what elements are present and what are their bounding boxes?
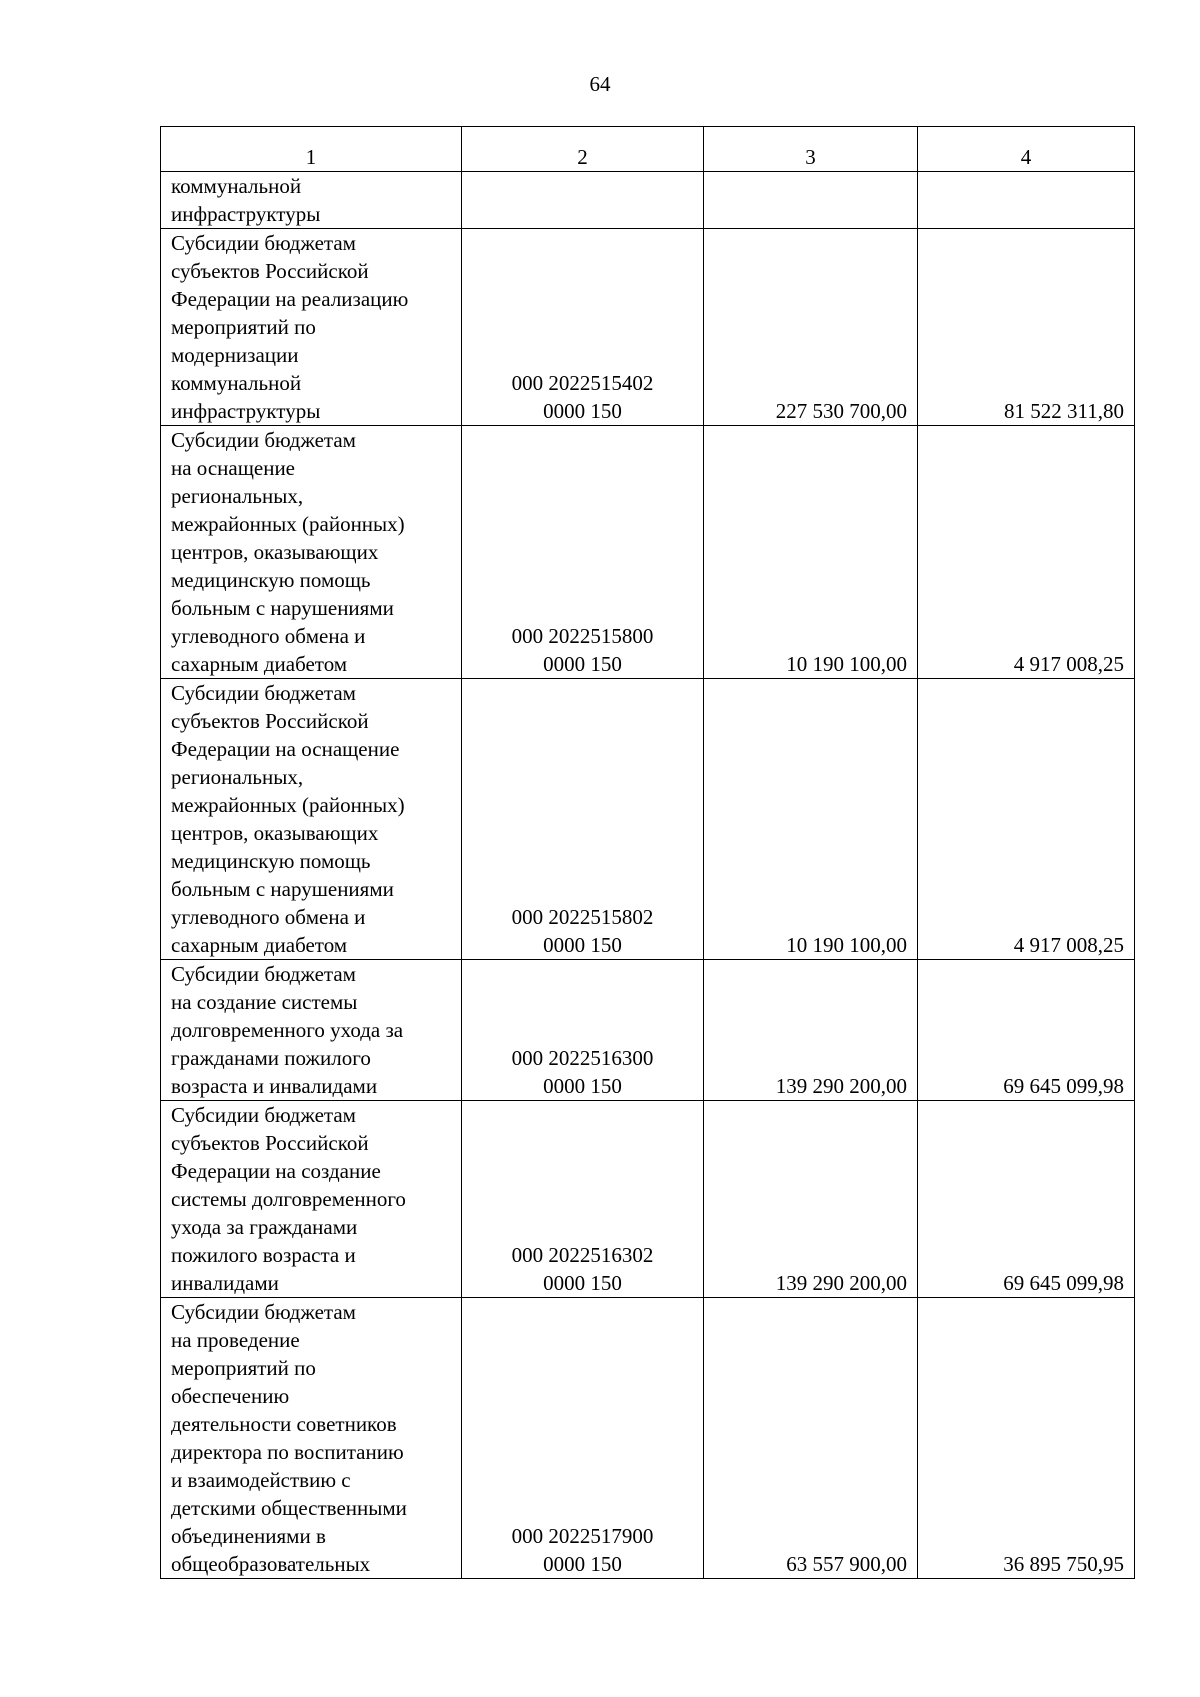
table-header-row xyxy=(161,127,1135,172)
table-row xyxy=(161,172,1135,229)
row-col3-value: 10 190 100,00 xyxy=(704,679,918,960)
header-cell-1: 1 xyxy=(161,127,462,172)
row-code: 000 2022516300 0000 150 xyxy=(462,960,704,1101)
table-row xyxy=(161,1101,1135,1298)
row-col4-value: 4 917 008,25 xyxy=(918,679,1135,960)
row-code: 000 2022517900 0000 150 xyxy=(462,1298,704,1579)
row-col4-value: 69 645 099,98 xyxy=(918,1101,1135,1298)
table-row xyxy=(161,960,1135,1101)
row-code: 000 2022515800 0000 150 xyxy=(462,426,704,679)
row-col3-value: 63 557 900,00 xyxy=(704,1298,918,1579)
row-col3-value xyxy=(704,172,918,229)
header-cell-4: 4 xyxy=(918,127,1135,172)
table-row xyxy=(161,426,1135,679)
row-col3-value: 10 190 100,00 xyxy=(704,426,918,679)
row-description: Субсидии бюджетам на создание системы долговременного ухода за гражданами пожилого возраста и инвалидами xyxy=(161,960,462,1101)
row-description: коммунальной инфраструктуры xyxy=(161,172,462,229)
budget-table xyxy=(160,126,1135,1579)
row-col4-value: 4 917 008,25 xyxy=(918,426,1135,679)
row-col3-value: 227 530 700,00 xyxy=(704,229,918,426)
row-description: Субсидии бюджетам субъектов Российской Федерации на создание системы долговременного ухода за гражданами пожилого возраста и инвалидами xyxy=(161,1101,462,1298)
page-number: 64 xyxy=(589,72,611,96)
row-col4-value: 69 645 099,98 xyxy=(918,960,1135,1101)
row-col4-value: 81 522 311,80 xyxy=(918,229,1135,426)
row-col3-value: 139 290 200,00 xyxy=(704,960,918,1101)
row-code: 000 2022515802 0000 150 xyxy=(462,679,704,960)
row-description: Субсидии бюджетам на оснащение региональных, межрайонных (районных) центров, оказывающих медицинскую помощь больным с нарушениями углеводного обмена и сахарным диабетом xyxy=(161,426,462,679)
row-description: Субсидии бюджетам на проведение мероприятий по обеспечению деятельности советников директора по воспитанию и взаимодействию с детскими общественными объединениями в общеобразовательных xyxy=(161,1298,462,1579)
row-code: 000 2022516302 0000 150 xyxy=(462,1101,704,1298)
row-description: Субсидии бюджетам субъектов Российской Федерации на оснащение региональных, межрайонных (районных) центров, оказывающих медицинскую помощь больным с нарушениями углеводного обмена и сахарным диабетом xyxy=(161,679,462,960)
row-col3-value: 139 290 200,00 xyxy=(704,1101,918,1298)
table-row xyxy=(161,1298,1135,1579)
table-row xyxy=(161,229,1135,426)
row-col4-value xyxy=(918,172,1135,229)
header-cell-2: 2 xyxy=(462,127,704,172)
row-description: Субсидии бюджетам субъектов Российской Федерации на реализацию мероприятий по модернизации коммунальной инфраструктуры xyxy=(161,229,462,426)
row-col4-value: 36 895 750,95 xyxy=(918,1298,1135,1579)
header-cell-3: 3 xyxy=(704,127,918,172)
row-code: 000 2022515402 0000 150 xyxy=(462,229,704,426)
table-row xyxy=(161,679,1135,960)
row-code xyxy=(462,172,704,229)
